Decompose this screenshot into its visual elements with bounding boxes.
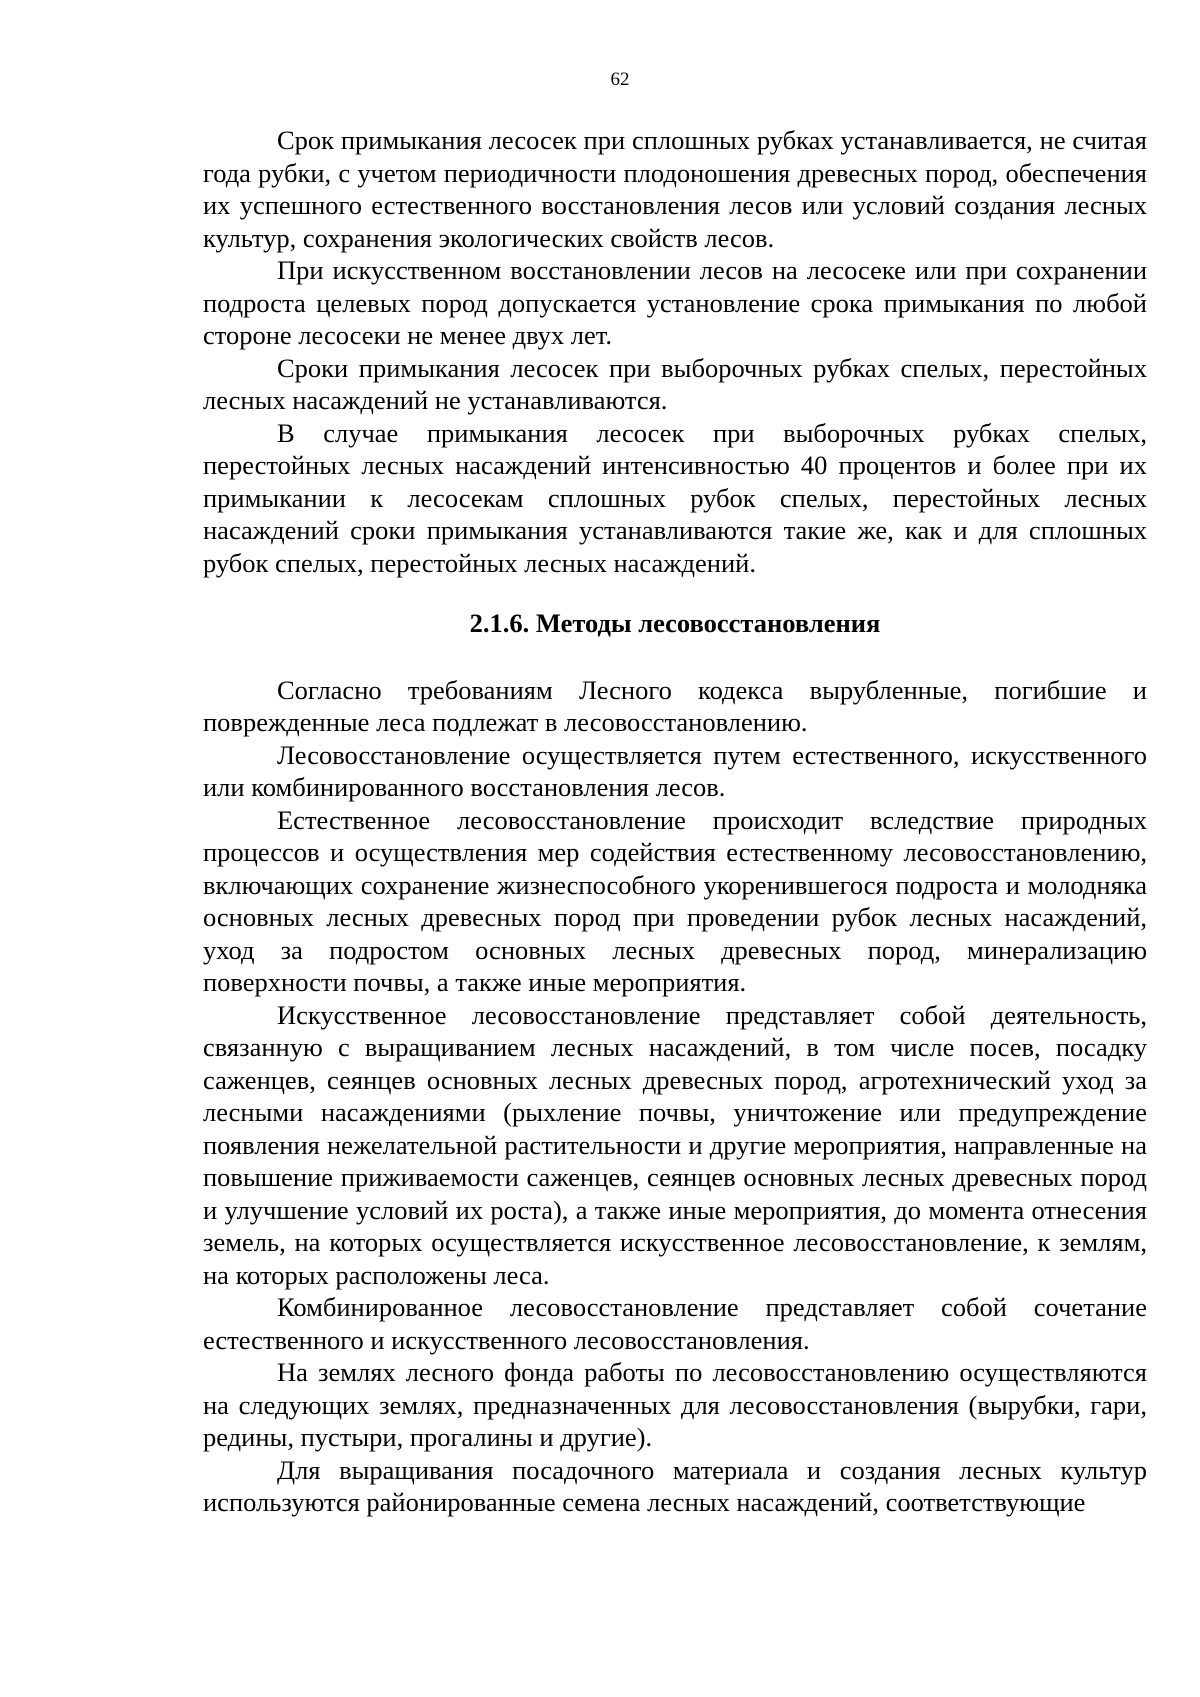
page-number: 62	[610, 69, 630, 90]
paragraph: Искусственное лесовосстановление представляет собой деятельность, связанную с выращиванием лесных насаждений, в том числе посев, посадку саженцев, сеянцев основных лесных древесных пород, агротехнический уход за лесными насаждениями (рыхление почвы, уничтожение или предупреждение появления нежелательной растительности и другие мероприятия, направленные на повышение приживаемости саженцев, сеянцев основных лесных древесных пород и улучшение условий их роста), а также иные мероприятия, до момента отнесения земель, на которых осуществляется искусственное лесовосстановление, к землям, на которых расположены леса.	[203, 999, 1147, 1290]
page-body	[203, 124, 1147, 1519]
paragraph: Согласно требованиям Лесного кодекса вырубленные, погибшие и поврежденные леса подлежат в лесовосстановлению.	[203, 674, 1147, 737]
paragraph: Комбинированное лесовосстановление представляет собой сочетание естественного и искусственного лесовосстановления.	[203, 1292, 1147, 1355]
paragraph: Для выращивания посадочного материала и создания лесных культур используются районированные семена лесных насаждений, соответствующие	[203, 1454, 1147, 1517]
paragraph: В случае примыкания лесосек при выборочных рубках спелых, перестойных лесных насаждений интенсивностью 40 процентов и более при их примыкании к лесосекам сплошных рубок спелых, перестойных лесных насаждений сроки примыкания устанавливаются такие же, как и для сплошных рубок спелых, перестойных лесных насаждений.	[203, 417, 1147, 578]
paragraph: Лесовосстановление осуществляется путем естественного, искусственного или комбинированного восстановления лесов.	[203, 739, 1147, 802]
paragraph: На землях лесного фонда работы по лесовосстановлению осуществляются на следующих землях, предназначенных для лесовосстановления (вырубки, гари, редины, пустыри, прогалины и другие).	[203, 1357, 1147, 1452]
paragraph: При искусственном восстановлении лесов на лесосеке или при сохранении подроста целевых пород допускается установление срока примыкания по любой стороне лесосеки не менее двух лет.	[203, 255, 1147, 350]
paragraph: Сроки примыкания лесосек при выборочных рубках спелых, перестойных лесных насаждений не устанавливаются.	[203, 352, 1147, 415]
paragraph: Естественное лесовосстановление происходит вследствие природных процессов и осуществления мер содействия естественному лесовосстановлению, включающих сохранение жизнеспособного укоренившегося подроста и молодняка основных лесных древесных пород при проведении рубок лесных насаждений, уход за подростом основных лесных древесных пород, минерализацию поверхности почвы, а также иные мероприятия.	[203, 804, 1147, 997]
paragraph: Срок примыкания лесосек при сплошных рубках устанавливается, не считая года рубки, с учетом периодичности плодоношения древесных пород, обеспечения их успешного естественного восстановления лесов или условий создания лесных культур, сохранения экологических свойств лесов.	[203, 125, 1147, 253]
section-heading: 2.1.6. Методы лесовосстановления	[469, 608, 881, 638]
